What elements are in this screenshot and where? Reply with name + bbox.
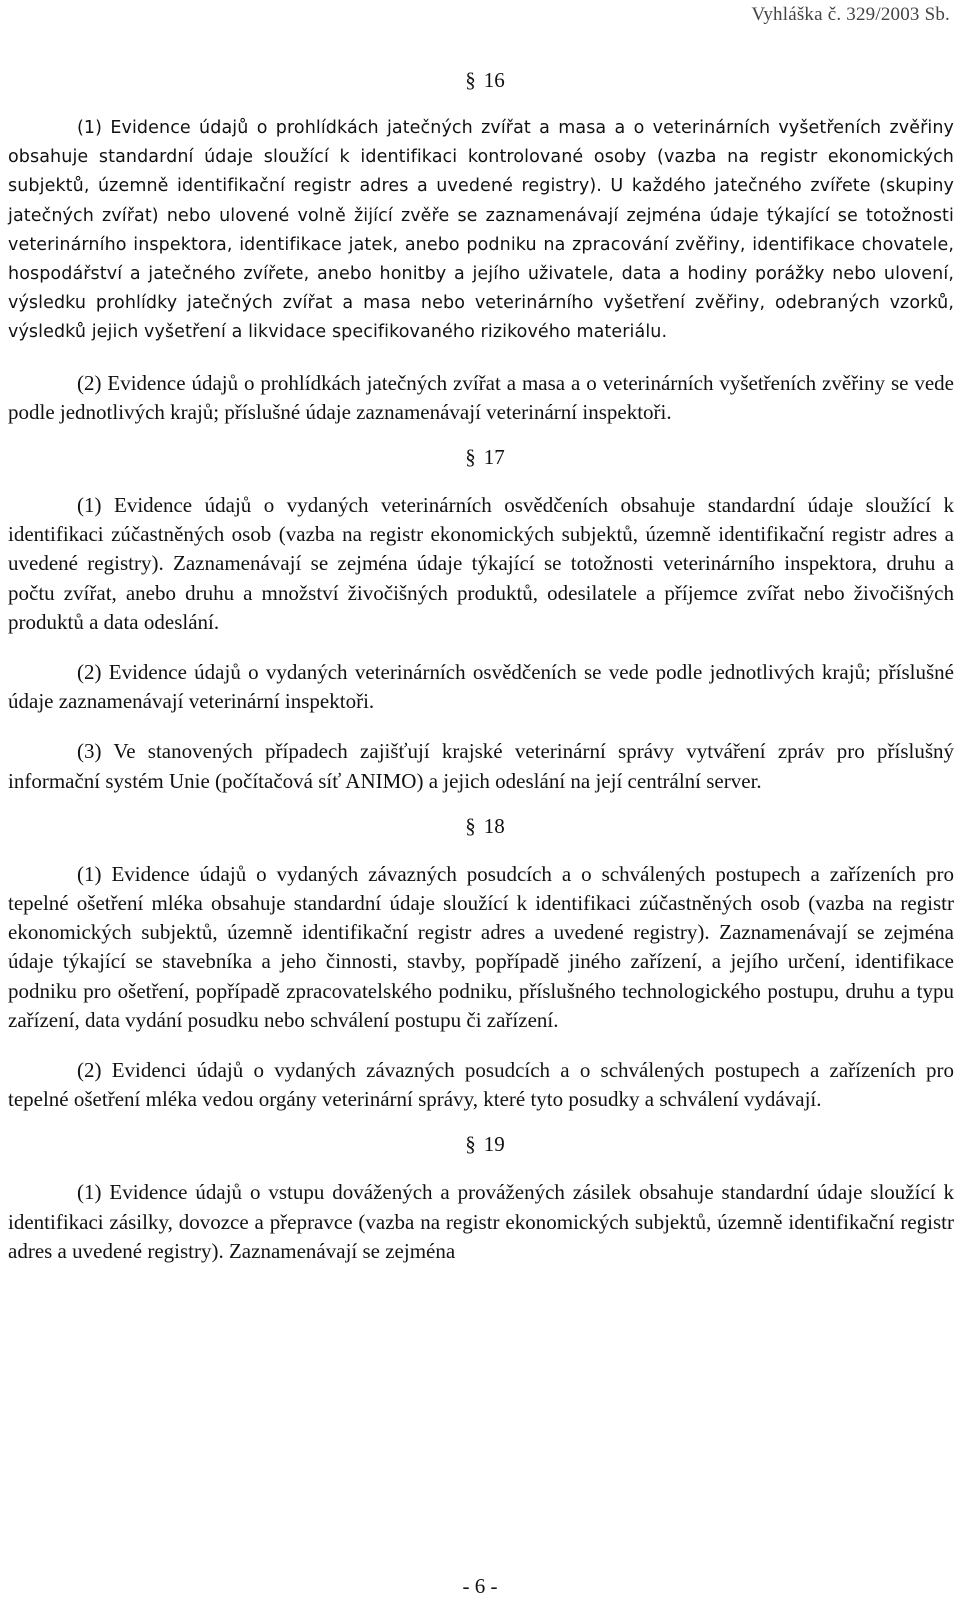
paragraph: (1) Evidence údajů o vstupu dovážených a provážených zásilek obsahuje standardní údaje sloužící k identifikaci zásilky, dovozce a přepravce (vazba na registr ekonomických subjektů, územně identifikační registr adres a uvedené registry). Zaznamenávají se zejména — [8, 1180, 954, 1263]
paragraph: (2) Evidenci údajů o vydaných závazných posudcích a o schválených postupech a zařízeních pro tepelné ošetření mléka vedou orgány veterinární správy, které tyto posudky a schválení vydávají. — [8, 1058, 954, 1112]
section-16 — [8, 66, 954, 427]
section-sign: § — [465, 1132, 476, 1157]
page-number: - 6 - — [462, 1574, 498, 1598]
section-number: 18 — [483, 813, 505, 838]
section-number: 16 — [483, 68, 505, 92]
section-heading — [8, 812, 954, 840]
paragraph: (1) Evidence údajů o vydaných veterinárních osvědčeních obsahuje standardní údaje sloužící k identifikaci zúčastněných osob (vazba na registr ekonomických subjektů, územně identifikační registr adres a uvedené registry). Zaznamenávají se zejména údaje týkající se totožnosti veterinárního inspektora, druhu a počtu zvířat, anebo druhu a množství živočišných produktů, odesilatele a příjemce zvířat nebo živočišných produktů a data odeslání. — [8, 493, 954, 634]
section-sign: § — [465, 813, 476, 838]
section-sign: § — [465, 445, 476, 470]
paragraph: (2) Evidence údajů o vydaných veterinárních osvědčeních se vede podle jednotlivých krajů; příslušné údaje zaznamenávají veterinární inspektoři. — [8, 660, 954, 714]
paragraph: (1) Evidence údajů o prohlídkách jatečných zvířat a masa a o veterinárních vyšetřeních zvěřiny obsahuje standardní údaje sloužící k identifikaci kontrolované osoby (vazba na registr ekonomických subjektů, územně identifikační registr adres a uvedené registry). U každého jatečného zvířete (skupiny jatečných zvířat) nebo ulovené volně žijící zvěře se zaznamenávají zejména údaje týkající se totožnosti veterinárního inspektora, identifikace jatek, anebo podniku na zpracování zvěřiny, identifikace chovatele, hospodářství a jatečného zvířete, anebo honitby a jejího uživatele, data a hodiny porážky nebo ulovení, výsledku prohlídky jatečných zvířat a masa nebo veterinárního vyšetření zvěřiny, odebraných vzorků, výsledků jejich vyšetření a likvidace specifikovaného rizikového materiálu. — [8, 118, 954, 343]
paragraph: (3) Ve stanovených případech zajišťují krajské veterinární správy vytváření zpráv pro příslušný informační systém Unie (počítačová síť ANIMO) a jejich odeslání na její centrální server. — [8, 739, 954, 793]
section-number: 19 — [483, 1132, 505, 1157]
section-number: 17 — [483, 445, 505, 470]
document-body — [8, 66, 954, 1266]
section-sign: § — [465, 68, 476, 92]
section-18 — [8, 812, 954, 1115]
section-heading — [8, 1130, 954, 1158]
paragraph: (2) Evidence údajů o prohlídkách jatečných zvířat a masa a o veterinárních vyšetřeních zvěřiny se vede podle jednotlivých krajů; příslušné údaje zaznamenávají veterinární inspektoři. — [8, 370, 954, 424]
running-header: Vyhláška č. 329/2003 Sb. — [751, 4, 950, 25]
section-heading — [8, 66, 954, 94]
section-19 — [8, 1130, 954, 1266]
section-heading — [8, 443, 954, 471]
paragraph: (1) Evidence údajů o vydaných závazných posudcích a o schválených postupech a zařízeních pro tepelné ošetření mléka obsahuje standardní údaje sloužící k identifikaci zúčastněných osob (vazba na registr ekonomických subjektů, územně identifikační registr adres a uvedené registry). Zaznamenávají se zejména údaje týkající se stavebníka a jeho činnosti, stavby, popřípadě jiného zařízení, a jejího určení, identifikace podniku pro ošetření, popřípadě zpracovatelského podniku, příslušného technologického postupu, druhu a typu zařízení, data vydání posudku nebo schválení postupu či zařízení. — [8, 861, 954, 1032]
section-17 — [8, 443, 954, 796]
